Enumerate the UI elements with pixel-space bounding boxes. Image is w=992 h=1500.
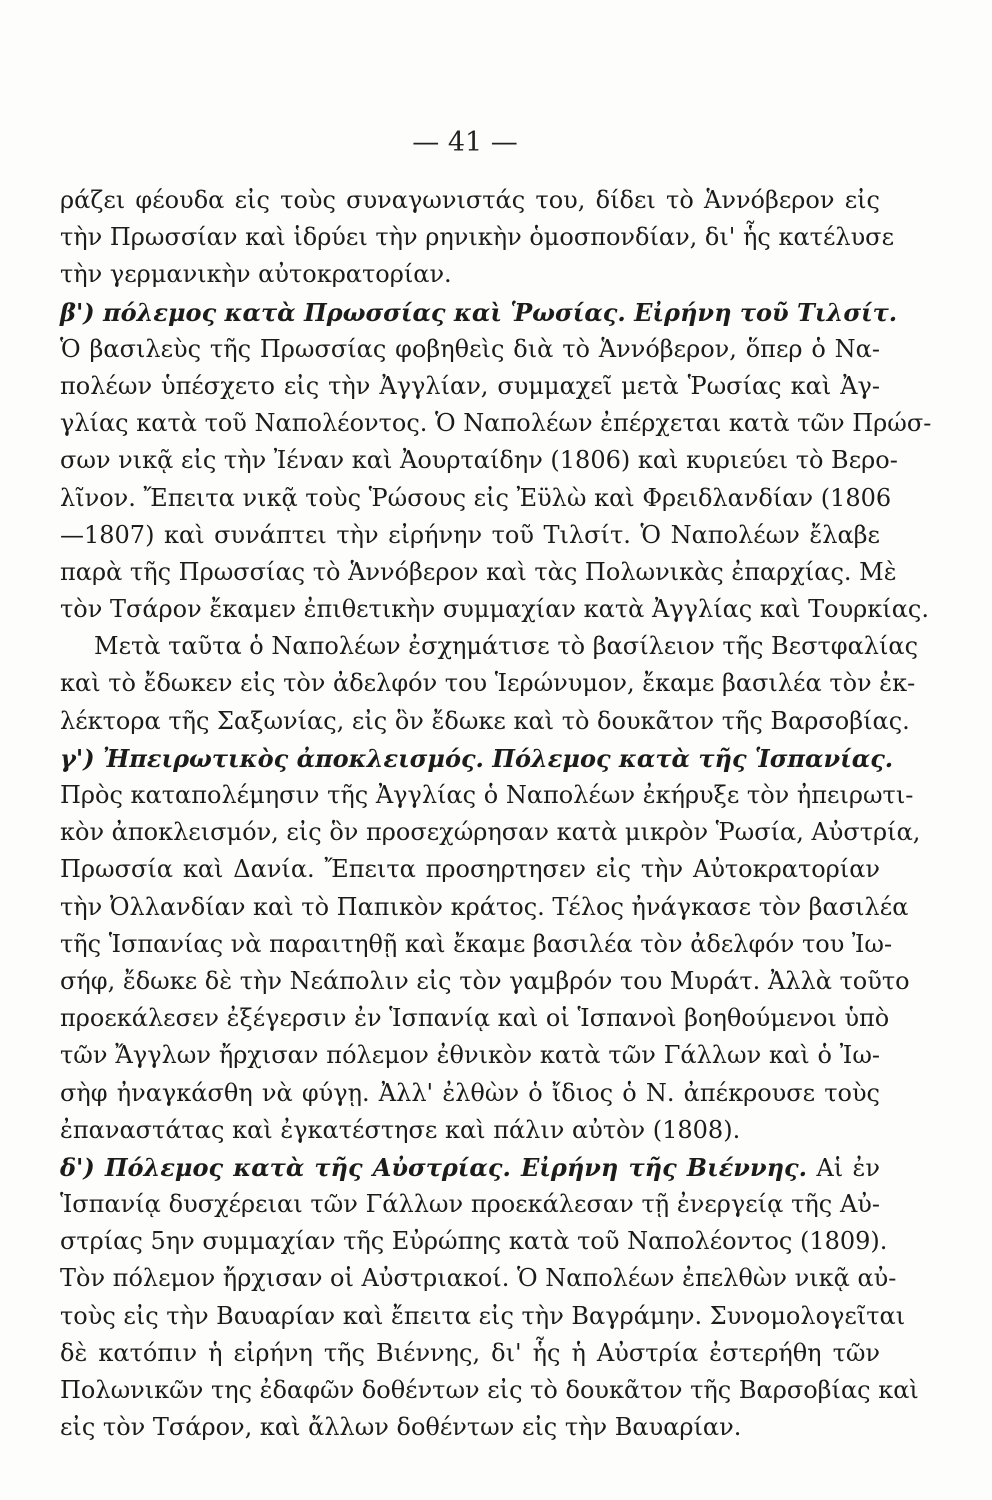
text-line: τὴν Ὀλλανδίαν καὶ τὸ Παπικὸν κράτος. Τέλος ἠνάγκασε τὸν βασιλέα xyxy=(60,892,909,921)
text-line: τὸν Τσάρον ἔκαμεν ἐπιθετικὴν συμμαχίαν κατὰ Ἀγγλίας καὶ Τουρκίας. xyxy=(60,595,929,624)
text-line: λῖνον. Ἔπειτα νικᾷ τοὺς Ῥώσους εἰς Ἐϋλὼ καὶ Φρειδλανδίαν (1806 xyxy=(60,483,892,512)
text-line: δὲ κατόπιν ἡ εἰρήνη τῆς Βιέννης, δι' ἧς ἡ Αὐστρία ἐστερήθη τῶν xyxy=(60,1338,880,1367)
text-line: σήφ, ἔδωκε δὲ τὴν Νεάπολιν εἰς τὸν γαμβρόν του Μυράτ. Ἀλλὰ τοῦτο xyxy=(60,966,910,995)
text-line: Ὁ βασιλεὺς τῆς Πρωσσίας φοβηθεὶς διὰ τὸ Ἁννόβερον, ὅπερ ὁ Να- xyxy=(60,334,880,363)
text-line: πολέων ὑπέσχετο εἰς τὴν Ἀγγλίαν, συμμαχεῖ μετὰ Ῥωσίας καὶ Ἀγ- xyxy=(60,371,880,400)
text-line: γλίας κατὰ τοῦ Ναπολέοντος. Ὁ Ναπολέων ἐπέρχεται κατὰ τῶν Πρώσ- xyxy=(60,409,932,438)
page-number: — 41 — xyxy=(412,127,518,158)
text-line: τῶν Ἄγγλων ἤρχισαν πόλεμον ἐθνικὸν κατὰ τῶν Γάλλων καὶ ὁ Ἰω- xyxy=(60,1041,880,1070)
text-line: Τὸν πόλεμον ἤρχισαν οἱ Αὐστριακοί. Ὁ Ναπολέων ἐπελθὼν νικᾷ αὐ- xyxy=(60,1264,897,1293)
text-line: Πρωσσία καὶ Δανία. Ἔπειτα προσηρτησεν εἰς τὴν Αὐτοκρατορίαν xyxy=(60,855,880,884)
text-line: ράζει φέουδα εἰς τοὺς συναγωνιστάς του, δίδει τὸ Ἁννόβερον εἰς xyxy=(60,186,880,214)
text-line: παρὰ τῆς Πρωσσίας τὸ Ἁννόβερον καὶ τὰς Πολωνικὰς ἐπαρχίας. Μὲ xyxy=(60,557,897,586)
text-line: —1807) καὶ συνάπτει τὴν εἰρήνην τοῦ Τιλσίτ. Ὁ Ναπολέων ἔλαβε xyxy=(60,520,880,549)
section-heading: γ') Ἠπειρωτικὸς ἀποκλεισμός. Πόλεμος κατὰ τῆς Ἱσπανίας. xyxy=(60,743,894,773)
text-line: εἰς τὸν Τσάρον, καὶ ἄλλων δοθέντων εἰς τὴν Βαυαρίαν. xyxy=(60,1413,742,1442)
text-line: σὴφ ἠναγκάσθη νὰ φύγῃ. Ἀλλ' ἐλθὼν ὁ ἴδιος ὁ Ν. ἀπέκρουσε τοὺς xyxy=(60,1078,880,1107)
text-line: Πολωνικῶν της ἐδαφῶν δοθέντων εἰς τὸ δουκᾶτον τῆς Βαρσοβίας καὶ xyxy=(60,1376,919,1404)
text-line: προεκάλεσεν ἐξέγερσιν ἐν Ἱσπανίᾳ καὶ οἱ Ἱσπανοὶ βοηθούμενοι ὑπὸ xyxy=(60,1004,890,1033)
text-line: κὸν ἀποκλεισμόν, εἰς ὃν προσεχώρησαν κατὰ μικρὸν Ῥωσία, Αὐστρία, xyxy=(60,818,921,847)
section-heading: β') πόλεμος κατὰ Πρωσσίας καὶ Ῥωσίας. Εἰρήνη τοῦ Τιλσίτ. xyxy=(60,297,898,327)
text-line: ἐπαναστάτας καὶ ἐγκατέστησε καὶ πάλιν αὐτὸν (1808). xyxy=(60,1115,741,1144)
text-line: Μετὰ ταῦτα ὁ Ναπολέων ἐσχημάτισε τὸ βασίλειον τῆς Βεστφαλίας xyxy=(94,632,919,661)
text-line: τοὺς εἰς τὴν Βαυαρίαν καὶ ἔπειτα εἰς τὴν Βαγράμην. Συνομολογεῖται xyxy=(60,1301,906,1330)
text-line: τὴν γερμανικὴν αὐτοκρατορίαν. xyxy=(60,260,452,289)
text-line: Πρὸς καταπολέμησιν τῆς Ἀγγλίας ὁ Ναπολέων ἐκήρυξε τὸν ἠπειρωτι- xyxy=(60,781,914,809)
text-line: σων νικᾷ εἰς τὴν Ἰέναν καὶ Ἀουρταίδην (1806) καὶ κυριεύει τὸ Βερο- xyxy=(60,446,898,475)
text-line: τὴν Πρωσσίαν καὶ ἱδρύει τὴν ρηνικὴν ὁμοσπονδίαν, δι' ἧς κατέλυσε xyxy=(60,223,894,252)
text-line-with-heading: δ') Πόλεμος κατὰ τῆς Αὐστρίας. Εἰρήνη τῆς Βιέννης. Αἱ ἐν xyxy=(60,1152,881,1182)
text-line: στρίας 5ην συμμαχίαν τῆς Εὐρώπης κατὰ τοῦ Ναπολέοντος (1809). xyxy=(60,1227,888,1256)
text-line: τῆς Ἱσπανίας νὰ παραιτηθῇ καὶ ἔκαμε βασιλέα τὸν ἀδελφόν του Ἰω- xyxy=(60,929,893,958)
section-heading: δ') Πόλεμος κατὰ τῆς Αὐστρίας. Εἰρήνη τῆς Βιέννης. xyxy=(60,1152,808,1182)
body-text xyxy=(60,182,932,1446)
text-line: καὶ τὸ ἔδωκεν εἰς τὸν ἀδελφόν του Ἱερώνυμον, ἔκαμε βασιλέα τὸν ἐκ- xyxy=(60,669,916,698)
text-line: λέκτορα τῆς Σαξωνίας, εἰς ὃν ἔδωκε καὶ τὸ δουκᾶτον τῆς Βαρσοβίας. xyxy=(60,706,910,735)
text-line: Ἱσπανίᾳ δυσχέρειαι τῶν Γάλλων προεκάλεσαν τῇ ἐνεργείᾳ τῆς Αὐ- xyxy=(60,1190,880,1219)
